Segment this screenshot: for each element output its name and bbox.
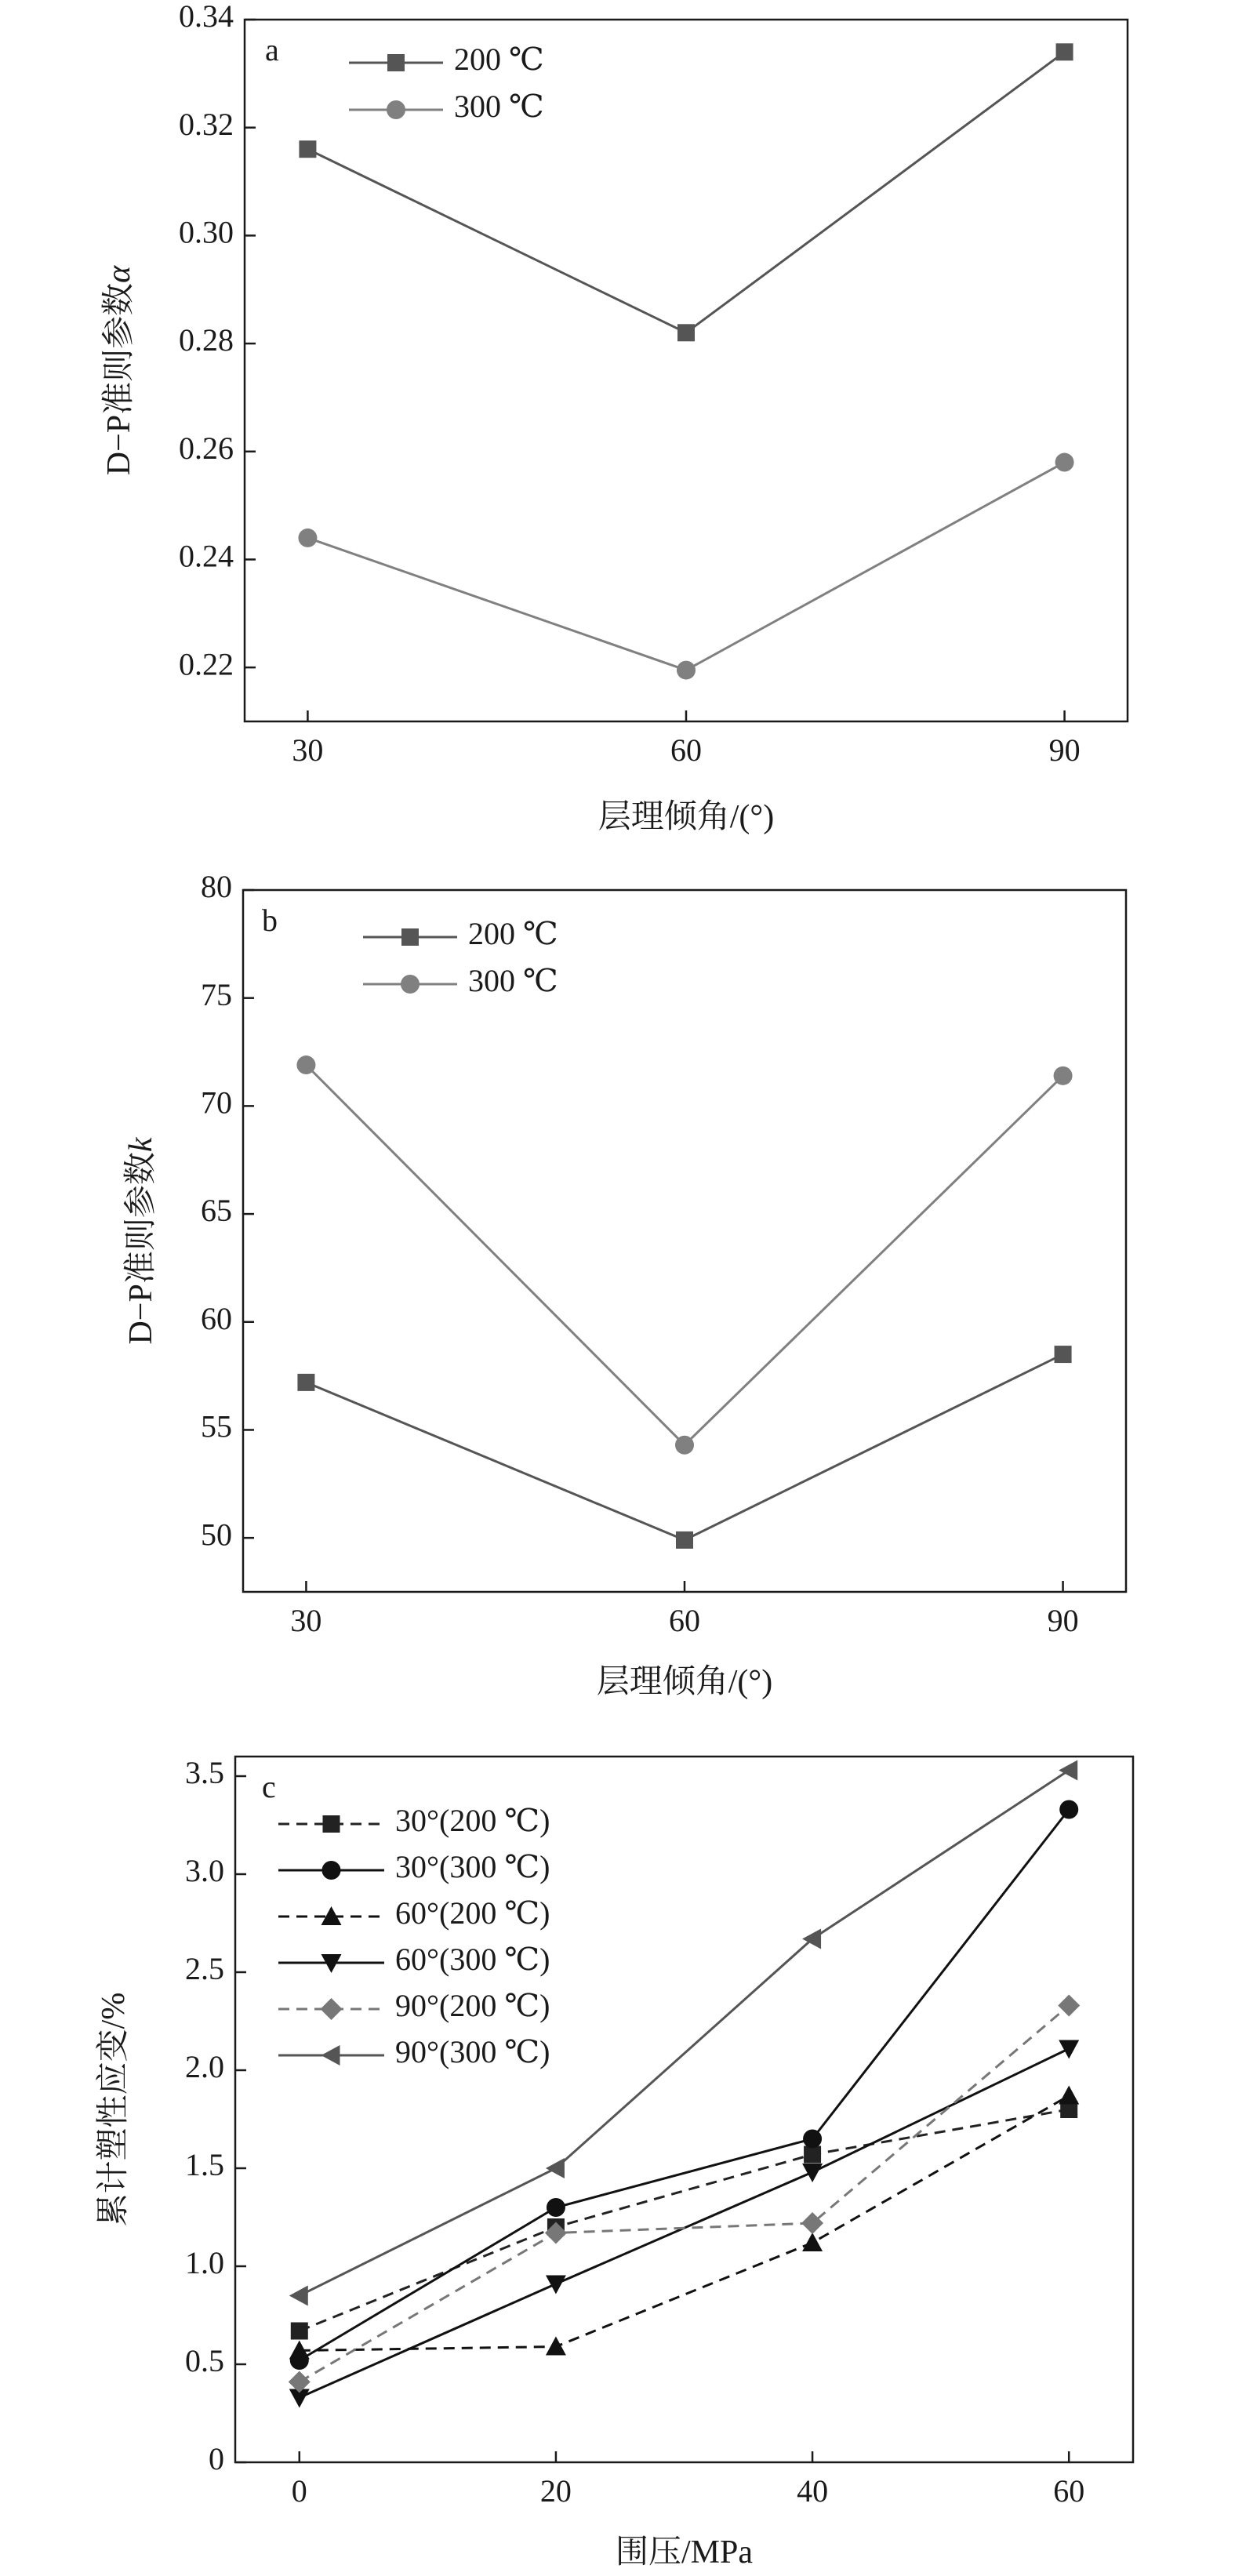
panel-letter: c xyxy=(262,1769,276,1805)
y-tick-label: 3.5 xyxy=(185,1755,224,1791)
panel-letter: b xyxy=(262,903,278,939)
data-point xyxy=(299,140,316,158)
data-point xyxy=(677,324,695,341)
y-axis-label-variable: k xyxy=(123,1137,159,1153)
legend-marker xyxy=(322,1861,341,1880)
y-tick-label: 0 xyxy=(209,2441,224,2477)
data-point xyxy=(1055,1346,1072,1363)
y-tick-label: 70 xyxy=(201,1085,232,1121)
y-axis-label xyxy=(100,265,137,475)
legend-marker xyxy=(387,100,405,119)
legend-marker xyxy=(387,54,405,71)
legend xyxy=(278,1803,550,2069)
series-3 xyxy=(289,2086,1079,2360)
y-tick-label: 0.30 xyxy=(179,214,234,250)
data-point xyxy=(547,2198,565,2217)
y-axis-label-variable: α xyxy=(101,265,137,283)
legend-marker xyxy=(401,975,420,994)
legend-label: 200 ℃ xyxy=(468,916,558,952)
y-tick-label: 0.32 xyxy=(179,106,234,142)
plot-frame xyxy=(243,890,1126,1592)
chart-panel-a xyxy=(100,0,1128,835)
series-line xyxy=(300,2049,1069,2398)
legend-marker xyxy=(323,1815,340,1833)
legend-label: 90°(200 ℃) xyxy=(395,1988,550,2024)
x-tick-label: 40 xyxy=(797,2473,829,2509)
series-line xyxy=(307,463,1064,670)
legend-label: 30°(200 ℃) xyxy=(395,1803,550,1839)
legend-label: 90°(300 ℃) xyxy=(395,2034,550,2070)
data-point xyxy=(676,1531,693,1549)
data-point xyxy=(291,2323,308,2340)
series-line xyxy=(300,2109,1069,2331)
plot-frame xyxy=(235,1757,1133,2462)
data-point xyxy=(297,1374,314,1391)
y-axis-label xyxy=(95,1993,132,2227)
legend-label: 30°(300 ℃) xyxy=(395,1849,550,1885)
y-tick-label: 60 xyxy=(201,1300,232,1336)
y-tick-label: 0.34 xyxy=(179,0,234,35)
data-point xyxy=(802,2164,823,2182)
x-tick-label: 20 xyxy=(539,2473,572,2509)
y-tick-label: 0.26 xyxy=(179,430,234,466)
y-tick-label: 1.5 xyxy=(185,2147,224,2183)
y-tick-label: 80 xyxy=(201,869,232,905)
data-point xyxy=(289,2286,308,2306)
legend-marker xyxy=(321,1998,343,2020)
x-tick-label: 0 xyxy=(291,2473,307,2509)
y-axis-label-text: D−P准则参数 xyxy=(123,1152,159,1345)
y-tick-label: 55 xyxy=(201,1408,232,1444)
legend-label: 200 ℃ xyxy=(454,42,544,78)
legend-label: 60°(200 ℃) xyxy=(395,1895,550,1931)
x-tick-label: 90 xyxy=(1047,1603,1079,1638)
data-point xyxy=(803,2130,822,2149)
legend xyxy=(363,916,558,998)
x-axis-label: 层理倾角/(°) xyxy=(598,799,775,835)
series-6 xyxy=(289,1760,1077,2306)
series-line xyxy=(300,1810,1069,2361)
y-axis-label-text: D−P准则参数 xyxy=(101,282,137,476)
legend-marker xyxy=(401,928,419,946)
data-point xyxy=(546,2337,566,2356)
y-tick-label: 2.0 xyxy=(185,2049,224,2085)
series-4 xyxy=(289,2040,1079,2408)
y-tick-label: 0.22 xyxy=(179,646,234,682)
legend-label: 300 ℃ xyxy=(454,89,544,125)
x-tick-label: 30 xyxy=(290,1603,322,1638)
y-axis-label-text: 累计塑性应变/% xyxy=(96,1992,132,2227)
series-1 xyxy=(291,2101,1077,2340)
data-point xyxy=(1055,453,1074,472)
data-point xyxy=(804,2146,821,2164)
data-point xyxy=(1059,1800,1078,1819)
plot-frame xyxy=(245,20,1128,721)
data-point xyxy=(675,1436,694,1455)
data-point xyxy=(1056,43,1073,60)
x-tick-label: 60 xyxy=(670,732,702,768)
series-2 xyxy=(290,1800,1078,2371)
data-point xyxy=(1059,2086,1079,2105)
x-tick-label: 60 xyxy=(669,1603,700,1638)
series-1 xyxy=(299,43,1073,341)
y-tick-label: 50 xyxy=(201,1517,232,1553)
y-tick-label: 75 xyxy=(201,976,232,1012)
data-point xyxy=(677,661,696,680)
data-point xyxy=(546,2158,565,2178)
y-tick-label: 3.0 xyxy=(185,1853,224,1889)
legend-label: 300 ℃ xyxy=(468,963,558,999)
x-tick-label: 90 xyxy=(1048,732,1081,768)
y-tick-label: 65 xyxy=(201,1193,232,1229)
x-axis-label: 围压/MPa xyxy=(615,2534,754,2571)
y-tick-label: 0.28 xyxy=(179,322,234,358)
data-point xyxy=(1054,1066,1073,1085)
y-tick-label: 0.5 xyxy=(185,2343,224,2379)
legend-label: 60°(300 ℃) xyxy=(395,1942,550,1978)
series-2 xyxy=(298,453,1073,680)
y-tick-label: 2.5 xyxy=(185,1951,224,1987)
series-line xyxy=(300,2096,1069,2351)
legend-marker xyxy=(321,2045,340,2066)
y-axis-label xyxy=(122,1136,159,1344)
data-point xyxy=(1059,2040,1079,2059)
x-tick-label: 60 xyxy=(1053,2473,1085,2509)
y-tick-label: 1.0 xyxy=(185,2245,224,2281)
data-point xyxy=(1059,1760,1077,1781)
data-point xyxy=(296,1055,315,1074)
legend xyxy=(349,42,544,124)
data-point xyxy=(1058,1995,1080,2017)
series-2 xyxy=(296,1055,1072,1455)
panel-letter: a xyxy=(265,32,279,68)
x-tick-label: 30 xyxy=(292,732,324,768)
chart-panel-c xyxy=(95,1755,1133,2571)
x-axis-label: 层理倾角/(°) xyxy=(596,1664,773,1700)
data-point xyxy=(802,2233,823,2251)
chart-panel-b xyxy=(122,869,1126,1700)
data-point xyxy=(546,2276,566,2294)
data-point xyxy=(298,529,317,547)
series-line xyxy=(307,52,1064,332)
y-tick-label: 0.24 xyxy=(179,538,234,574)
series-line xyxy=(306,1065,1062,1445)
